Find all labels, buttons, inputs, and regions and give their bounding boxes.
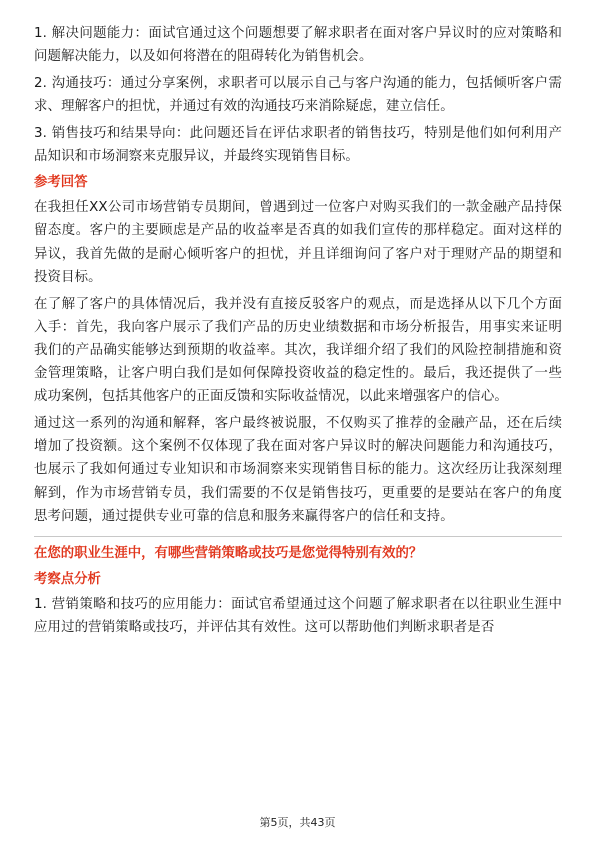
section-divider bbox=[34, 536, 562, 537]
assessment-point-2: 2. 沟通技巧：通过分享案例，求职者可以展示自己与客户沟通的能力，包括倾听客户需求、理解客户的担忧，并通过有效的沟通技巧来消除疑虑，建立信任。 bbox=[34, 75, 562, 115]
page-number-footer: 第5页，共43页 bbox=[259, 816, 336, 829]
answer-paragraph-1: 在我担任XX公司市场营销专员期间，曾遇到过一位客户对购买我们的一款金融产品持保留态度。客户的主要顾虑是产品的收益率是否真的如我们宣传的那样稳定。面对这样的异议，我首先做的是耐心倾听客户的担忧，并且详细询问了客户对于理财产品的期望和投资目标。 bbox=[34, 200, 562, 285]
reference-answer-heading: 参考回答 bbox=[34, 175, 88, 191]
reference-answer-body bbox=[34, 196, 562, 528]
assessment-point-1: 1. 解决问题能力：面试官通过这个问题想要了解求职者在面对客户异议时的应对策略和问题解决能力，以及如何将潜在的阻碍转化为销售机会。 bbox=[34, 26, 562, 65]
answer-paragraph-3: 通过这一系列的沟通和解释，客户最终被说服，不仅购买了推荐的金融产品，还在后续增加了投资额。这个案例不仅体现了我在面对客户异议时的解决问题能力和沟通技巧，也展示了我如何通过专业知识和市场洞察来实现销售目标的能力。这次经历让我深刻理解到，作为市场营销专员，我们需要的不仅是销售技巧，更重要的是要站在客户的角度思考问题，通过提供专业可靠的信息和服务来赢得客户的信任和支持。 bbox=[34, 416, 562, 524]
interview-question: 在您的职业生涯中，有哪些营销策略或技巧是您觉得特别有效的？ bbox=[34, 546, 423, 562]
assessment-point-3: 3. 销售技巧和结果导向：此问题还旨在评估求职者的销售技巧，特别是他们如何利用产品知识和市场洞察来克服异议，并最终实现销售目标。 bbox=[34, 125, 562, 165]
assessment-points-list bbox=[34, 22, 562, 168]
answer-paragraph-2: 在了解了客户的具体情况后，我并没有直接反驳客户的观点，而是选择从以下几个方面入手：首先，我向客户展示了我们产品的历史业绩数据和市场分析报告，用事实来证明我们的产品确实能够达到预期的收益率。其次，我详细介绍了我们的风险控制措施和资金管理策略，让客户明白我们是如何保障投资收益的稳定性的。最后，我还提供了一些成功案例，包括其他客户的正面反馈和实际收益情况，以此来增强客户的信心。 bbox=[34, 296, 562, 405]
analysis-point-1: 1. 营销策略和技巧的应用能力：面试官希望通过这个问题了解求职者在以往职业生涯中应用过的营销策略或技巧，并评估其有效性。这可以帮助他们判断求职者是否 bbox=[34, 597, 562, 636]
document-page bbox=[34, 22, 562, 643]
analysis-heading: 考察点分析 bbox=[34, 572, 101, 588]
